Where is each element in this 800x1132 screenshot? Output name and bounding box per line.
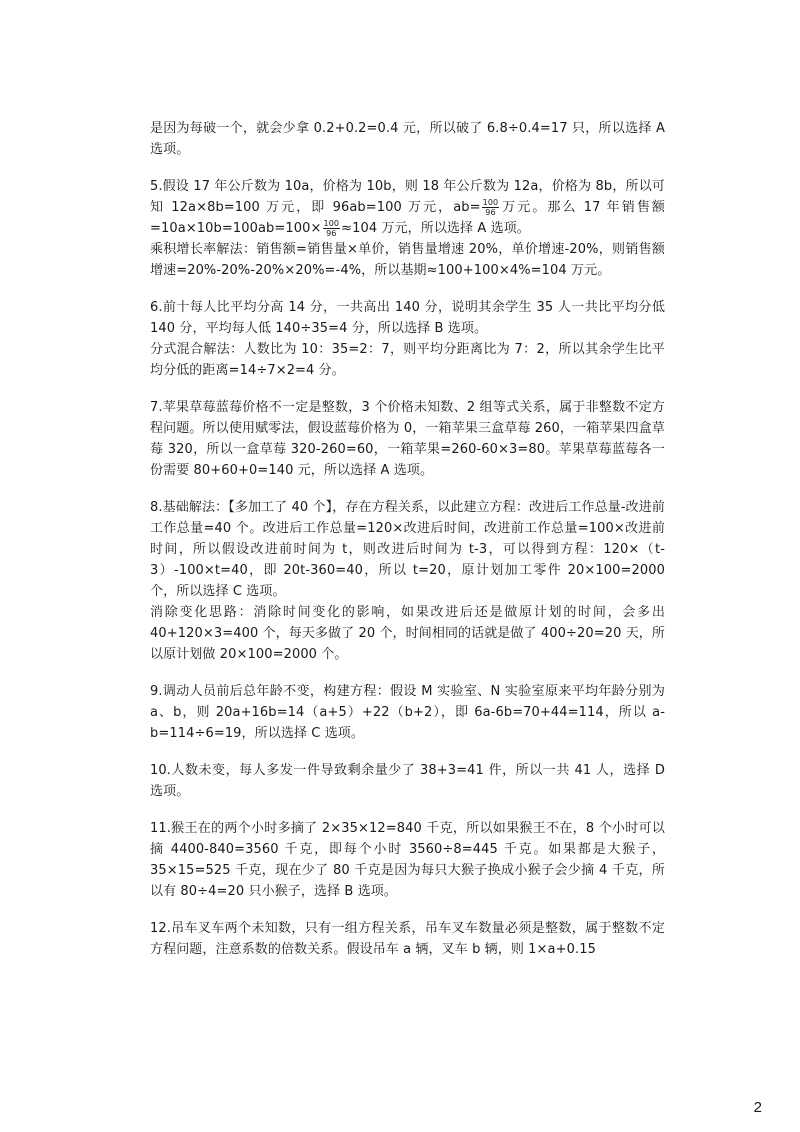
answer-9-main: 9.调动人员前后总年龄不变，构建方程：假设 M 实验室、N 实验室原来平均年龄分别为 a、b，则 20a+16b=14（a+5）+22（b+2），即 6a-6b=70+44=114，所以 a-b=114÷6=19，所以选择 C 选项。 [150, 684, 665, 741]
answer-5-main [150, 176, 665, 239]
answer-6-main: 6.前十每人比平均分高 14 分，一共高出 140 分，说明其余学生 35 人一共比平均分低 140 分，平均每人低 140÷35=4 分，所以选择 B 选项。 [150, 300, 665, 336]
answer-6 [150, 297, 665, 381]
fraction-denominator: 96 [326, 229, 337, 238]
fraction [482, 198, 500, 217]
answer-7 [150, 397, 665, 481]
text-segment: 万元。那么 17 年销售额=10a×10b=100ab=100× [150, 200, 665, 236]
answer-8 [150, 497, 665, 665]
answer-7-main: 7.苹果草莓蓝莓价格不一定是整数，3 个价格未知数、2 组等式关系，属于非整数不定方程问题。所以使用赋零法，假设蓝莓价格为 0，一箱苹果三盒草莓 260，一箱苹果四盒草莓 320，所以一盒草莓 320-260=60，一箱苹果=260-60×3=80。苹果草莓蓝莓各一份需要 80+60+0=140 元，所以选择 A 选项。 [150, 400, 665, 478]
answer-10 [150, 760, 665, 802]
answer-8-main: 8.基础解法：【多加工了 40 个】，存在方程关系，以此建立方程：改进后工作总量-改进前工作总量=40 个。改进后工作总量=120×改进后时间，改进前工作总量=100×改进前时间，所以假设改进前时间为 t，则改进后时间为 t-3，可以得到方程：120×（t-3）-100×t=40，即 20t-360=40，所以 t=20，原计划加工零件 20×100=2000 个，所以选择 C 选项。 [150, 500, 665, 599]
text-segment: ≈104 万元，所以选择 A 选项。 [341, 221, 530, 236]
answer-11 [150, 818, 665, 902]
answer-12 [150, 918, 665, 960]
answer-12-main: 12.吊车叉车两个未知数，只有一组方程关系，吊车叉车数量必须是整数，属于整数不定方程问题，注意系数的倍数关系。假设吊车 a 辆，叉车 b 辆，则 1×a+0.15 [150, 921, 665, 957]
fraction [323, 219, 341, 238]
answer-5-alt: 乘积增长率解法：销售额=销售量×单价，销售量增速 20%，单价增速-20%，则销售额增速=20%-20%-20%×20%=-4%，所以基期≈100+100×4%=104 万元。 [150, 242, 665, 278]
fraction-numerator: 100 [323, 219, 340, 228]
paragraph-line: 是因为每破一个，就会少拿 0.2+0.2=0.4 元，所以破了 6.8÷0.4=17 只，所以选择 A 选项。 [150, 121, 665, 157]
answer-content [150, 118, 665, 976]
text-segment: 5.假设 17 年公斤数为 10a，价格为 10b，则 18 年公斤数为 12a，价格为 8b，所以可知 12a×8b=100 万元，即 96ab=100 万元，ab= [150, 179, 665, 215]
paragraph-continuation [150, 118, 665, 160]
answer-10-main: 10.人数未变，每人多发一件导致剩余量少了 38+3=41 件，所以一共 41 人，选择 D 选项。 [150, 763, 665, 799]
fraction-denominator: 96 [485, 208, 496, 217]
answer-8-alt: 消除变化思路：消除时间变化的影响，如果改进后还是做原计划的时间，会多出 40+120×3=400 个，每天多做了 20 个，时间相同的话就是做了 400÷20=20 天，所以原计划做 20×100=2000 个。 [150, 605, 666, 662]
page-number: 2 [753, 1099, 762, 1116]
answer-5 [150, 176, 665, 281]
fraction-numerator: 100 [482, 198, 499, 207]
answer-6-alt: 分式混合解法：人数比为 10：35=2：7，则平均分距离比为 7：2，所以其余学生比平均分低的距离=14÷7×2=4 分。 [150, 342, 665, 378]
answer-11-main: 11.猴王在的两个小时多摘了 2×35×12=840 千克，所以如果猴王不在，8 个小时可以摘 4400-840=3560 千克，即每个小时 3560÷8=445 千克。如果都是大猴子，35×15=525 千克，现在少了 80 千克是因为每只大猴子换成小猴子会少摘 4 千克，所以有 80÷4=20 只小猴子，选择 B 选项。 [150, 821, 665, 899]
answer-9 [150, 681, 665, 744]
